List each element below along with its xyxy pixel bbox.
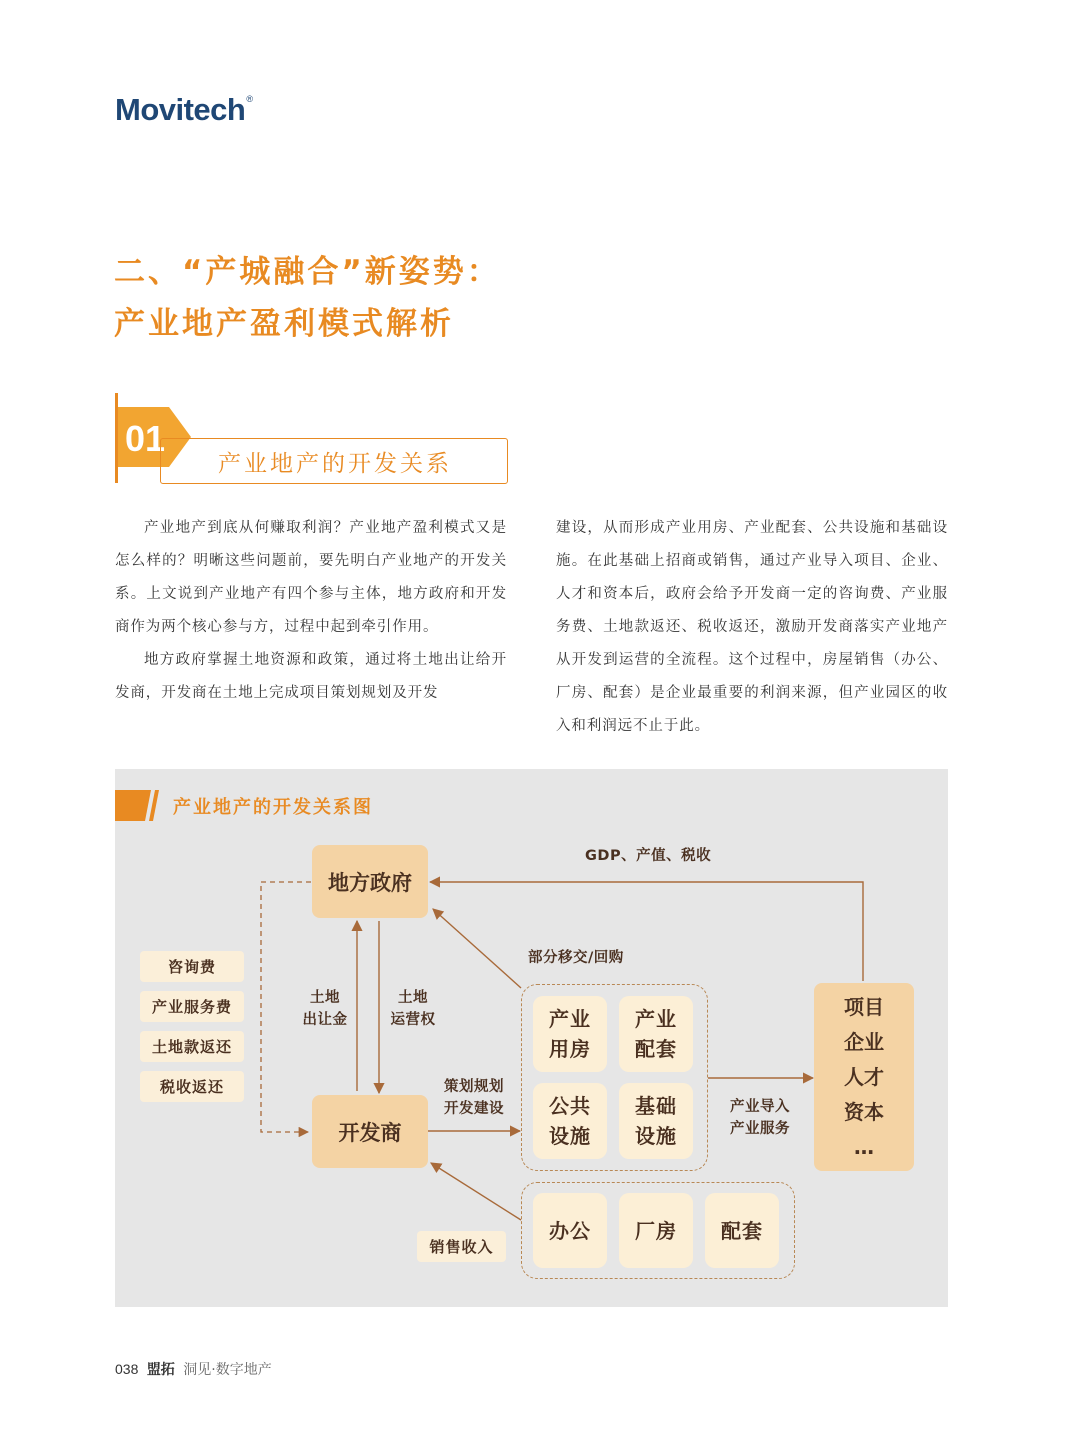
resource-item: 项目 — [844, 994, 884, 1019]
sales-item-office: 办公 — [533, 1193, 607, 1268]
diagram-title: 产业地产的开发关系图 — [173, 797, 373, 818]
body-column-left — [115, 512, 507, 710]
label-line: 土地 — [398, 990, 428, 1006]
label-transfer: 部分移交/回购 — [528, 950, 624, 966]
footer-brand: 盟拓 — [146, 1362, 175, 1378]
registered-mark: ® — [246, 94, 253, 104]
facility-line: 配套 — [635, 1037, 677, 1061]
node-government — [312, 845, 428, 918]
paragraph: 建设，从而形成产业用房、产业配套、公共设施和基础设施。在此基础上招商或销售，通过产业导入项目、企业、人才和资本后，政府会给予开发商一定的咨询费、产业服务费、土地款返还、税收返还，激励开发商落实产业地产从开发到运营的全流程。这个过程中，房屋销售（办公、厂房、配套）是企业最重要的利润来源，但产业园区的收入和利润远不止于此。 — [556, 520, 948, 734]
logo — [115, 92, 253, 128]
facility-infrastructure — [619, 1083, 693, 1159]
facility-line: 产业 — [635, 1007, 677, 1031]
facility-line: 公共 — [549, 1094, 591, 1118]
resource-item: 企业 — [844, 1029, 884, 1054]
resource-item: 资本 — [844, 1099, 884, 1124]
sales-item-factory: 厂房 — [619, 1193, 693, 1268]
footer-subtitle: 洞见·数字地产 — [183, 1362, 272, 1378]
relationship-diagram — [115, 769, 948, 1307]
section-number: 01 — [124, 418, 166, 459]
label-line: 土地 — [310, 990, 340, 1006]
facility-line: 基础 — [635, 1094, 677, 1118]
page-title-line1: 二、“产城融合”新姿势： — [114, 254, 501, 290]
logo-text: Movitech — [115, 92, 246, 127]
node-government-label: 地方政府 — [328, 870, 412, 895]
page-number: 038 — [115, 1361, 139, 1377]
resource-item: 人才 — [844, 1064, 884, 1089]
paragraph: 地方政府掌握土地资源和政策，通过将土地出让给开发商，开发商在土地上完成项目策划规划及开发 — [115, 652, 507, 701]
incentive-pill: 咨询费 — [140, 951, 244, 982]
facility-line: 用房 — [549, 1037, 591, 1061]
label-intro — [721, 1096, 799, 1140]
label-line: 策划规划 — [444, 1079, 504, 1095]
label-line: 出让金 — [302, 1012, 348, 1028]
incentive-pill: 税收返还 — [140, 1071, 244, 1102]
label-gdp: GDP、产值、税收 — [585, 848, 712, 864]
label-line: 产业服务 — [730, 1121, 790, 1137]
sales-item-support: 配套 — [705, 1193, 779, 1268]
node-developer-label: 开发商 — [338, 1120, 402, 1145]
body-column-right — [556, 512, 948, 743]
incentive-pill: 土地款返还 — [140, 1031, 244, 1062]
page-footer — [115, 1359, 272, 1379]
resource-item: … — [854, 1134, 874, 1159]
facility-line: 设施 — [549, 1124, 591, 1148]
facility-line: 设施 — [635, 1124, 677, 1148]
page-title-line2: 产业地产盈利模式解析 — [114, 306, 454, 342]
label-land-fee — [297, 987, 353, 1031]
label-land-rights — [385, 987, 441, 1031]
paragraph: 产业地产到底从何赚取利润？产业地产盈利模式又是怎么样的？明晰这些问题前，要先明白产业地产的开发关系。上文说到产业地产有四个参与主体，地方政府和开发商作为两个核心参与方，过程中起到牵引作用。 — [115, 520, 507, 635]
facility-line: 产业 — [549, 1007, 591, 1031]
node-resources — [814, 983, 914, 1171]
label-line: 开发建设 — [444, 1101, 504, 1117]
node-developer — [312, 1095, 428, 1168]
title-mark-slash — [149, 790, 159, 821]
facility-industrial-housing — [533, 996, 607, 1072]
incentive-pill: 产业服务费 — [140, 991, 244, 1022]
label-line: 运营权 — [390, 1012, 436, 1028]
label-line: 产业导入 — [730, 1099, 790, 1115]
sales-income-pill: 销售收入 — [417, 1231, 506, 1262]
section-label: 产业地产的开发关系 — [218, 451, 452, 477]
title-mark-block — [115, 790, 151, 821]
label-plan-build — [436, 1076, 512, 1120]
facility-industrial-support — [619, 996, 693, 1072]
facility-public — [533, 1083, 607, 1159]
